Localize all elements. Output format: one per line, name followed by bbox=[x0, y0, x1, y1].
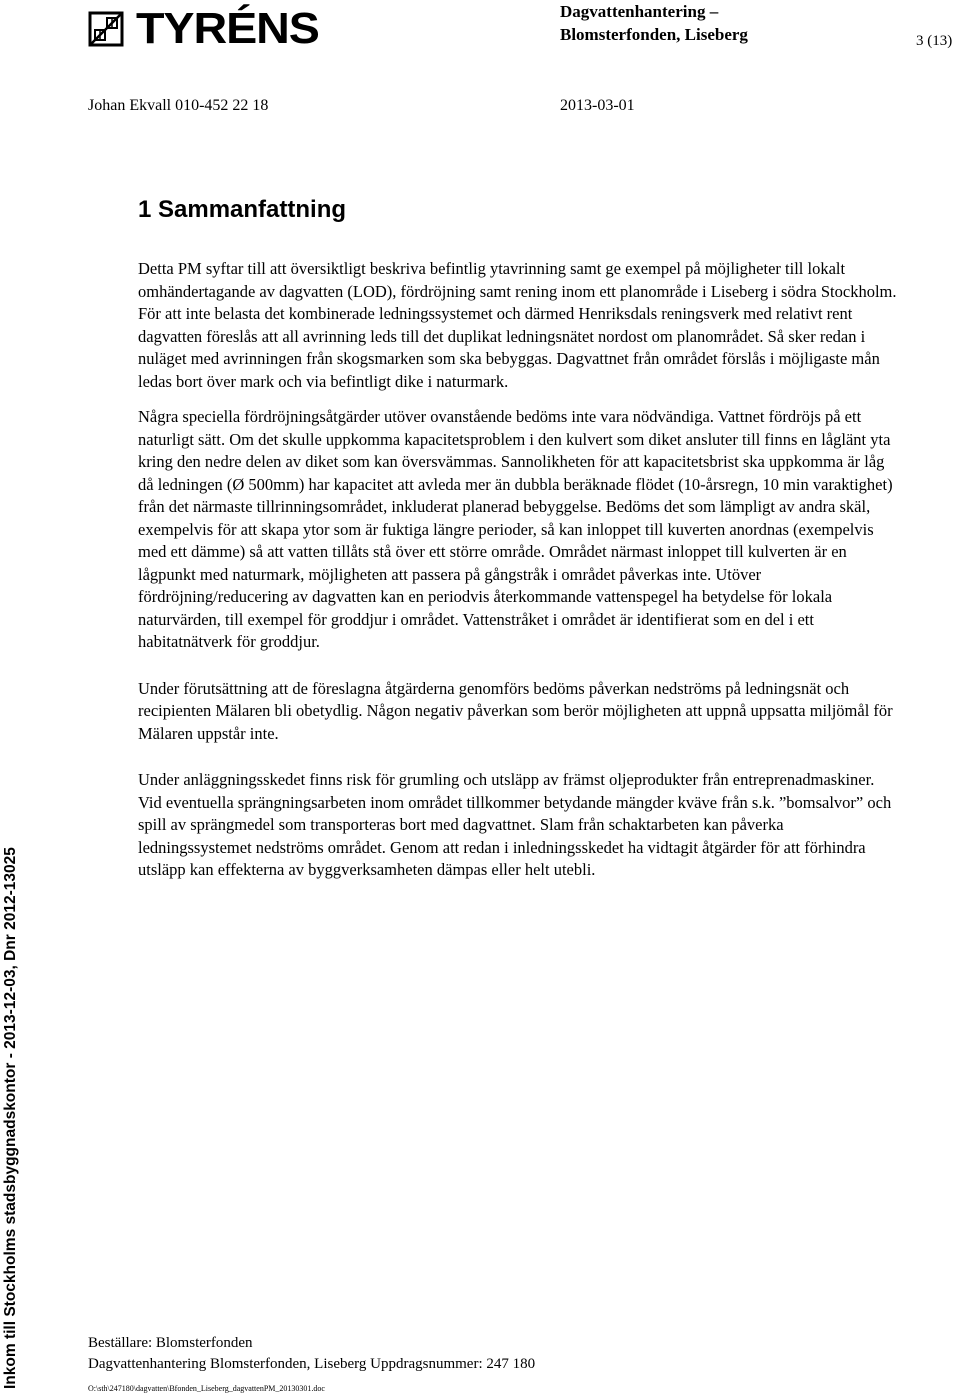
section-heading: 1 Sammanfattning bbox=[138, 196, 347, 223]
logo-text: TYRÉNS bbox=[136, 4, 319, 53]
page-number: 3 (13) bbox=[916, 33, 953, 49]
footer-project: Dagvattenhantering Blomsterfonden, Liseberg Uppdragsnummer: 247 180 bbox=[88, 1356, 536, 1372]
tyrens-logo-mark-icon bbox=[88, 11, 124, 47]
paragraph: För att inte belasta det kombinerade ledningssystemet och därmed Henriksdals reningsverk med relativt rent dagvatten föreslås att all avrinning leds till det duplikat ledningsnätet nordost om planområdet. Så sker redan i nuläget med avrinningen från skogsmarken som ska bebyggas. Dagvattnet från området förslås i möjligaste mån ledas bort över mark och via befintligt dike i naturmark. bbox=[138, 304, 880, 391]
footer-file-path: O:\sth\247180\dagvatten\Bfonden_Liseberg_dagvattenPM_20130301.doc bbox=[88, 1384, 325, 1393]
document-title-line1: Dagvattenhantering – bbox=[560, 2, 719, 21]
receipt-stamp: Inkom till Stockholms stadsbyggnadskontor - 2013-12-03, Dnr 2012-13025 bbox=[2, 847, 19, 1389]
paragraph: Under anläggningsskedet finns risk för grumling och utsläpp av främst oljeprodukter från entreprenadmaskiner. Vid eventuella sprängningsarbeten inom området tillkommer betydande mängder kväve från s.k. ”bomsalvor” och spill av sprängmedel som transporteras bort med dagvattnet. Slam från schaktarbeten kan påverka ledningssystemet nedströms området. Genom att redan i inledningsskedet ha vidtagit åtgärder för att förhindra utsläpp kan effekterna av byggverksamheten dämpas eller helt utebli. bbox=[138, 770, 892, 879]
section-body bbox=[138, 258, 900, 882]
paragraph: Under förutsättning att de föreslagna åtgärderna genomförs bedöms påverkan nedströms på ledningsnät och recipienten Mälaren bli obetydlig. Någon negativ påverkan som berör möjligheten att uppnå uppsatta miljömål för Mälaren uppstår inte. bbox=[138, 678, 893, 743]
author-contact: Johan Ekvall 010-452 22 18 bbox=[88, 97, 269, 114]
document-title bbox=[560, 0, 748, 46]
document-title-line2: Blomsterfonden, Liseberg bbox=[560, 25, 748, 44]
footer bbox=[88, 1333, 535, 1375]
company-logo bbox=[88, 4, 319, 53]
paragraph: Några speciella fördröjningsåtgärder utöver ovanstående bedöms inte vara nödvändiga. Vattnet fördröjs på ett naturligt sätt. Om det skulle uppkomma kapacitetsproblem i den kulvert som diket ansluter till finns en låglänt yta kring den nedre delen av diket som kan översvämmas. Sannolikheten för att kapacitetsbrist ska uppkomma är låg då ledningen (Ø 500mm) har kapacitet att avleda mer än dubbla beräknade flödet (10-årsregn, 10 min varaktighet) från det närmaste tillrinningsområdet, inkluderat planerad bebyggelse. Bedöms det som lämpligt av andra skäl, exempelvis för att skapa ytor som är fuktiga längre perioder, så kan inloppet till kuverten anordnas (exempelvis med ett dämme) så att vatten tillåts stå över ett större område. Området närmast inloppet till kulverten är en lågpunkt med naturmark, möjligheten att passera på gångstråk i området påverkas inte. Utöver fördröjning/reducering av dagvatten kan en periodvis återkommande vattenspegel ha betydelse för lokala naturvärden, till exempel för groddjur i området. Vattenstråket i området är identifierat som en del i ett habitatnätverk för groddjur. bbox=[138, 407, 893, 651]
document-date: 2013-03-01 bbox=[560, 97, 635, 114]
footer-client: Beställare: Blomsterfonden bbox=[88, 1335, 253, 1351]
paragraph: Detta PM syftar till att översiktligt beskriva befintlig ytavrinning samt ge exempel på möjligheter till lokalt omhändertagande av dagvatten (LOD), fördröjning samt rening inom ett planområde i Liseberg i södra Stockholm. bbox=[138, 259, 897, 301]
